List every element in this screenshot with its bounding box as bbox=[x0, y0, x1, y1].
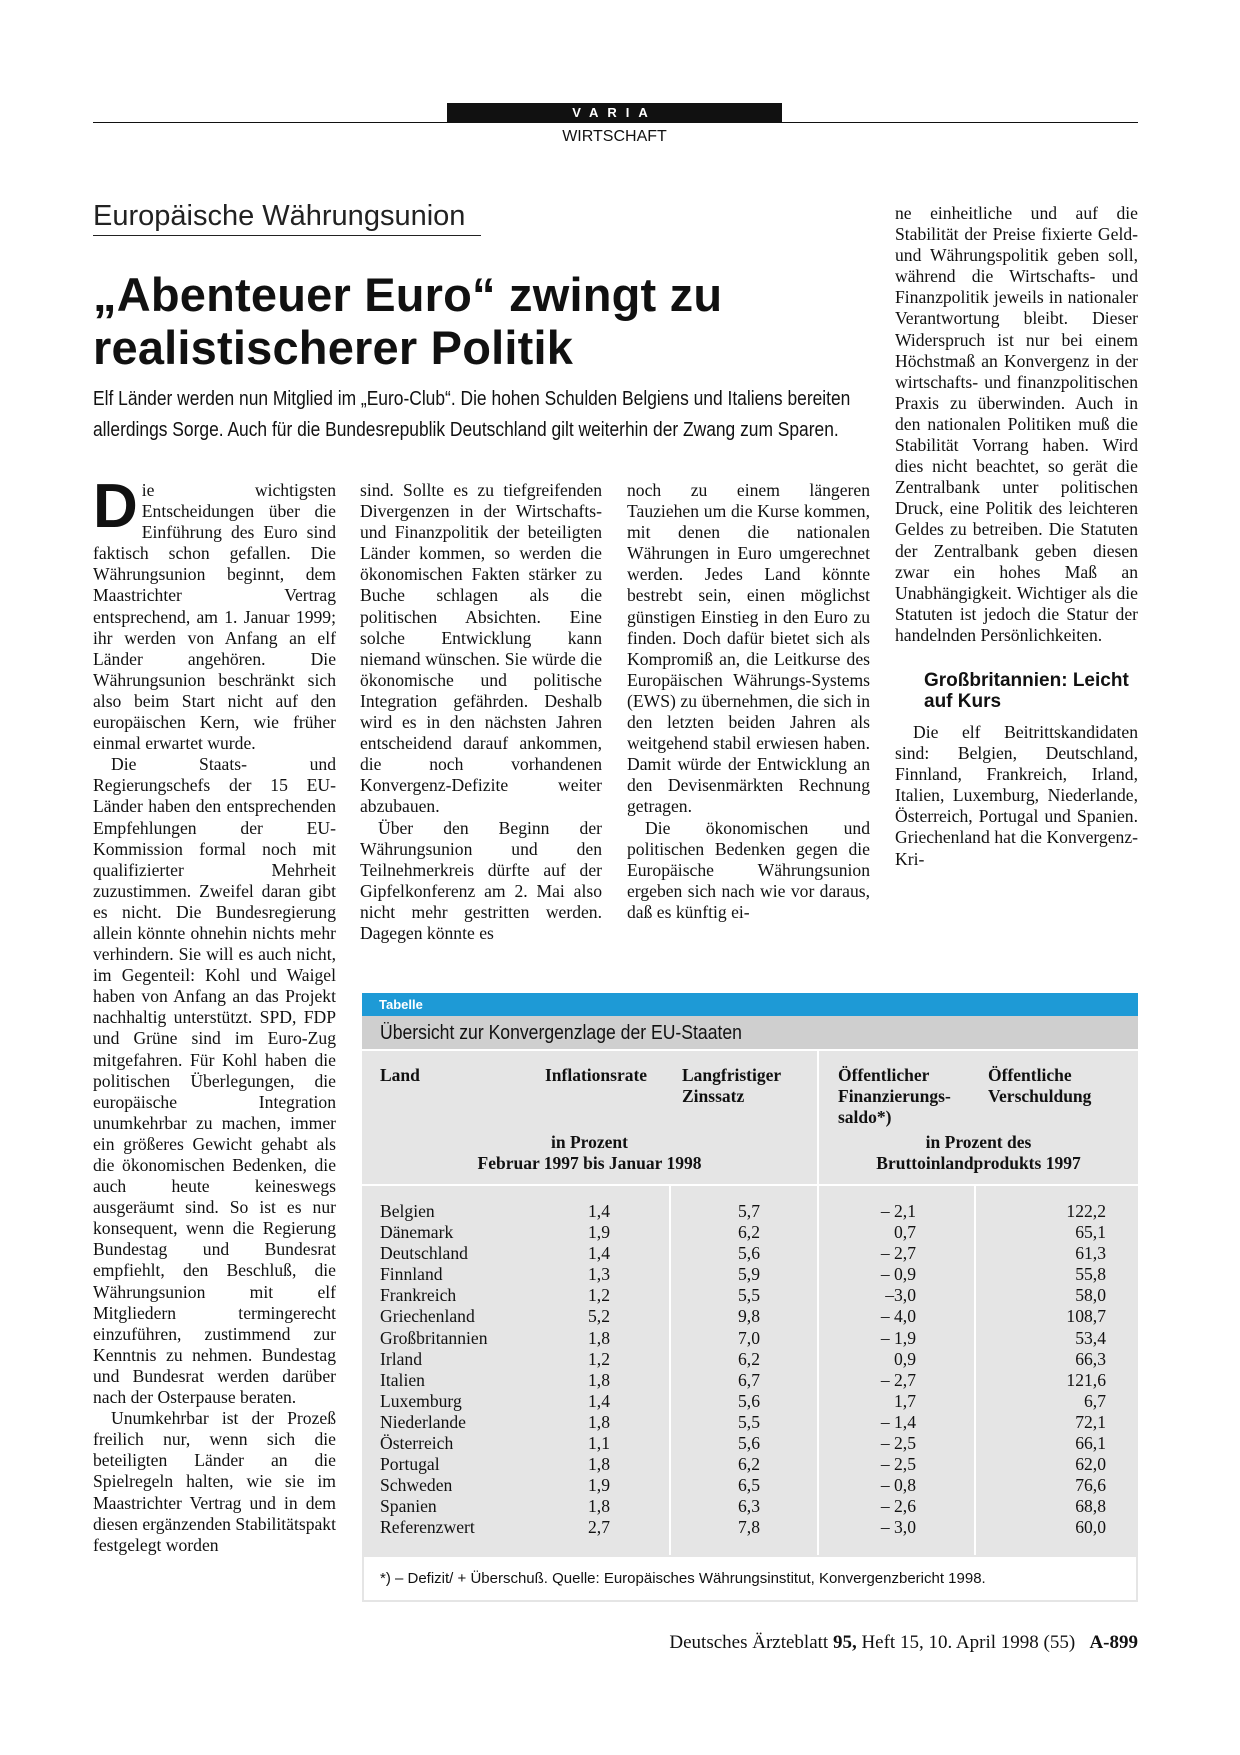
cell-verschuldung: 65,1 bbox=[1075, 1222, 1106, 1243]
page-number: A-899 bbox=[1089, 1632, 1138, 1653]
cell-land: Belgien bbox=[380, 1201, 435, 1221]
dropcap: D bbox=[93, 472, 138, 541]
cell-zinssatz: 5,6 bbox=[738, 1433, 760, 1454]
cell-land: Schweden bbox=[380, 1475, 453, 1496]
cell-zinssatz: 5,5 bbox=[738, 1411, 760, 1432]
cell-zinssatz: 5,5 bbox=[738, 1285, 760, 1306]
cell-verschuldung: 62,0 bbox=[1075, 1454, 1106, 1475]
cell-finanzierungssaldo: –3,0 bbox=[885, 1285, 916, 1306]
header-rule bbox=[93, 122, 1138, 123]
paragraph: Die Staats- und Regierungschefs der 15 EU-Länder haben den entsprechenden Empfehlungen der EU-Kommission formal noch mit qualifizierter Mehrheit zuzustimmen. Zweifel daran gibt es nicht. Die Bundesregierung allein könnte ohnehin nichts mehr verhindern. Sie will es auch nicht, im Gegenteil: Kohl und Waigel haben von Anfang an das Projekt nachhaltig unterstützt. SPD, FDP und Grüne sind im Euro-Zug mitgefahren. Für Kohl haben die politischen Überlegungen, die europäische Integration unumkehrbar zu machen, immer ein größeres Gewicht gehabt als die ökonomischen Bedenken, die auch heute keineswegs ausgeräumt sind. So ist es nur konsequent, wenn die Regierung Bundestag und Bundesrat empfiehlt, den Beschluß, die Währungsunion mit elf Mitgliedern termingerecht einzuführen, zustimmend zur Kenntnis zu nehmen. Bundestag und Bundesrat werden darüber nach der Osterpause beraten. bbox=[93, 754, 336, 1408]
cell-land: Irland bbox=[380, 1348, 423, 1369]
cell-zinssatz: 5,6 bbox=[738, 1390, 760, 1411]
table-row bbox=[362, 1496, 1138, 1517]
cell-inflation: 1,8 bbox=[588, 1454, 610, 1475]
table-title: Übersicht zur Konvergenzlage der EU-Staaten bbox=[362, 1016, 1138, 1051]
cell-land: Österreich bbox=[380, 1433, 454, 1454]
column-header-vers-2: Verschuldung bbox=[988, 1086, 1092, 1106]
cell-finanzierungssaldo: 0,9 bbox=[894, 1348, 916, 1369]
cell-inflation: 1,8 bbox=[588, 1369, 610, 1390]
cell-zinssatz: 6,2 bbox=[738, 1454, 760, 1475]
table-row bbox=[362, 1391, 1138, 1412]
cell-finanzierungssaldo: – 0,8 bbox=[880, 1475, 916, 1496]
table-footnote: *) – Defizit/ + Überschuß. Quelle: Europäisches Währungsinstitut, Konvergenzbericht 1998. bbox=[362, 1555, 1138, 1602]
cell-land: Frankreich bbox=[380, 1285, 457, 1306]
cell-verschuldung: 121,6 bbox=[1066, 1369, 1106, 1390]
journal-name: Deutsches Ärzteblatt bbox=[669, 1632, 829, 1653]
cell-land: Deutschland bbox=[380, 1243, 468, 1264]
cell-zinssatz: 9,8 bbox=[738, 1306, 760, 1327]
unit-right-2: Bruttoinlandprodukts 1997 bbox=[876, 1153, 1081, 1173]
cell-zinssatz: 5,7 bbox=[738, 1201, 760, 1221]
cell-inflation: 1,9 bbox=[588, 1475, 610, 1496]
cell-land: Spanien bbox=[380, 1496, 437, 1517]
cell-finanzierungssaldo: – 1,9 bbox=[880, 1327, 916, 1348]
cell-land: Großbritannien bbox=[380, 1327, 488, 1348]
cell-land: Portugal bbox=[380, 1454, 440, 1475]
paragraph: Die elf Beitrittskandidaten sind: Belgien, Deutschland, Finnland, Frankreich, Irland, Italien, Luxemburg, Niederlande, Österreich, Portugal und Spanien. Griechenland hat die Konvergenz-Kri- bbox=[895, 721, 1138, 869]
subsection-label: WIRTSCHAFT bbox=[562, 128, 667, 145]
journal-issue: Heft 15, 10. April 1998 (55) bbox=[861, 1632, 1076, 1653]
cell-verschuldung: 122,2 bbox=[1066, 1201, 1106, 1221]
unit-left-1: in Prozent bbox=[551, 1132, 628, 1152]
table-row bbox=[362, 1285, 1138, 1306]
cell-finanzierungssaldo: – 4,0 bbox=[880, 1306, 916, 1327]
section-label: VARIA bbox=[447, 103, 782, 123]
table-row bbox=[362, 1412, 1138, 1433]
column-header-fin-1: Öffentlicher bbox=[838, 1065, 930, 1085]
cell-finanzierungssaldo: – 2,5 bbox=[880, 1433, 916, 1454]
column-header-zins-1: Langfristiger bbox=[682, 1065, 782, 1085]
cell-land: Italien bbox=[380, 1369, 425, 1390]
cell-inflation: 1,8 bbox=[588, 1496, 610, 1517]
cell-finanzierungssaldo: – 2,7 bbox=[880, 1243, 916, 1264]
cell-land: Referenzwert bbox=[380, 1517, 475, 1538]
article-lead: Elf Länder werden nun Mitglied im „Euro-Club“. Die hohen Schulden Belgiens und Italiens bereiten allerdings Sorge. Auch für die Bundesrepublik Deutschland gilt weiterhin der Zwang zum Sparen. bbox=[93, 388, 851, 441]
cell-verschuldung: 108,7 bbox=[1066, 1306, 1106, 1327]
text-column-3 bbox=[627, 480, 870, 923]
table-row bbox=[362, 1243, 1138, 1264]
cell-inflation: 1,4 bbox=[588, 1243, 610, 1264]
table-row bbox=[362, 1517, 1138, 1538]
convergence-table bbox=[362, 993, 1138, 1602]
cell-finanzierungssaldo: – 1,4 bbox=[880, 1411, 916, 1432]
column-header-zins-2: Zinssatz bbox=[682, 1086, 745, 1106]
text-column-2 bbox=[360, 480, 602, 944]
paragraph bbox=[93, 472, 336, 754]
text-column-4 bbox=[895, 203, 1138, 870]
cell-land: Griechenland bbox=[380, 1306, 475, 1327]
column-header-land: Land bbox=[380, 1065, 420, 1085]
cell-verschuldung: 58,0 bbox=[1075, 1285, 1106, 1306]
cell-inflation: 1,8 bbox=[588, 1327, 610, 1348]
paragraph: ne einheitliche und auf die Stabilität der Preise fixierte Geld- und Währungspolitik geben soll, während die Wirtschafts- und Finanzpolitik jeweils in nationaler Verantwortung bleibt. Dieser Widerspruch ist nur bei einem Höchstmaß an Konvergenz in der wirtschafts- und finanzpolitischen Praxis zu überwinden. Auch in den nationalen Politiken muß die Stabilität Vorrang haben. Wird dies nicht beachtet, so gerät die Zentralbank unter politischen Druck, eine Politik des leichteren Geldes zu betreiben. Die Statuten der Zentralbank geben diesen zwar ein hohes Maß an Unabhängigkeit. Wichtiger als die Statuten ist jedoch die Statur der handelnden Persönlichkeiten. bbox=[895, 203, 1138, 645]
table-row bbox=[362, 1264, 1138, 1285]
unit-right-1: in Prozent des bbox=[925, 1132, 1032, 1152]
table-row bbox=[362, 1222, 1138, 1243]
cell-inflation: 1,4 bbox=[588, 1201, 610, 1221]
cell-inflation: 1,9 bbox=[588, 1222, 610, 1243]
cell-verschuldung: 66,1 bbox=[1075, 1433, 1106, 1454]
cell-zinssatz: 6,5 bbox=[738, 1475, 760, 1496]
paragraph: Über den Beginn der Währungsunion und den Teilnehmerkreis dürfte auf der Gipfelkonferenz am 2. Mai also nicht mehr gestritten werden. Dagegen könnte es bbox=[360, 817, 602, 943]
column-header-inflation: Inflationsrate bbox=[545, 1065, 648, 1085]
cell-finanzierungssaldo: 0,7 bbox=[894, 1222, 916, 1243]
cell-verschuldung: 68,8 bbox=[1075, 1496, 1106, 1517]
cell-verschuldung: 60,0 bbox=[1075, 1517, 1106, 1538]
cell-inflation: 2,7 bbox=[588, 1517, 610, 1538]
column-header-fin-3: saldo*) bbox=[838, 1107, 892, 1127]
article-headline: „Abenteuer Euro“ zwingt zu realistischerer Politik bbox=[93, 268, 723, 374]
paragraph: Die ökonomischen und politischen Bedenken gegen die Europäische Währungsunion ergeben sich nach wie vor daraus, daß es künftig ei- bbox=[627, 817, 870, 922]
cell-finanzierungssaldo: – 0,9 bbox=[880, 1264, 916, 1285]
table-row bbox=[362, 1433, 1138, 1454]
page-footer bbox=[669, 1632, 1138, 1654]
column-header-vers-1: Öffentliche bbox=[988, 1065, 1072, 1085]
cell-finanzierungssaldo: – 2,1 bbox=[880, 1201, 916, 1221]
paragraph: Unumkehrbar ist der Prozeß freilich nur, wenn sich die beteiligten Länder an die Spielregeln halten, wie sie im Maastrichter Vertrag und in dem diesen ergänzenden Stabilitätspakt festgelegt worden bbox=[93, 1408, 336, 1555]
paragraph: sind. Sollte es zu tiefgreifenden Divergenzen in der Wirtschafts- und Finanzpolitik der beteiligten Länder kommen, so werden die ökonomischen Fakten stärker zu Buche schlagen als die politischen Absichten. Eine solche Entwicklung kann niemand wünschen. Sie würde die ökonomische und politische Integration gefährden. Deshalb wird es in den nächsten Jahren entscheidend darauf ankommen, die noch vorhandenen Konvergenz-Defizite weiter abzubauen. bbox=[360, 480, 602, 817]
cell-finanzierungssaldo: – 3,0 bbox=[880, 1517, 916, 1538]
cell-inflation: 1,4 bbox=[588, 1390, 610, 1411]
cell-verschuldung: 6,7 bbox=[1084, 1390, 1106, 1411]
cell-finanzierungssaldo: – 2,6 bbox=[880, 1496, 916, 1517]
header-divider bbox=[362, 1184, 1138, 1186]
cell-zinssatz: 7,8 bbox=[738, 1517, 760, 1538]
paragraph: noch zu einem längeren Tauziehen um die Kurse kommen, mit denen die nationalen Währungen in Euro umgerechnet werden. Jedes Land könnte bestrebt sein, einen möglichst günstigen Einstieg in den Euro zu finden. Doch dafür bietet sich als Kompromiß an, die Leitkurse des Europäischen Währungs-Systems (EWS) zu übernehmen, die sich in den letzten beiden Jahren als weitgehend stabil erwiesen haben. Damit würde der Entwicklung an den Devisenmärkten Rechnung getragen. bbox=[627, 480, 870, 817]
cell-inflation: 1,3 bbox=[588, 1264, 610, 1285]
cell-inflation: 1,1 bbox=[588, 1433, 610, 1454]
table-row bbox=[362, 1328, 1138, 1349]
cell-verschuldung: 72,1 bbox=[1075, 1411, 1106, 1432]
table-row bbox=[362, 1370, 1138, 1391]
cell-land: Finnland bbox=[380, 1264, 443, 1285]
cell-zinssatz: 6,2 bbox=[738, 1348, 760, 1369]
cell-verschuldung: 53,4 bbox=[1075, 1327, 1106, 1348]
journal-volume: 95, bbox=[832, 1632, 857, 1653]
cell-verschuldung: 76,6 bbox=[1075, 1475, 1106, 1496]
table-row bbox=[362, 1454, 1138, 1475]
cell-verschuldung: 55,8 bbox=[1075, 1264, 1106, 1285]
column-header-fin-2: Finanzierungs- bbox=[838, 1086, 951, 1106]
cell-finanzierungssaldo: 1,7 bbox=[894, 1390, 916, 1411]
cell-verschuldung: 66,3 bbox=[1075, 1348, 1106, 1369]
cell-inflation: 1,2 bbox=[588, 1348, 610, 1369]
cell-zinssatz: 6,7 bbox=[738, 1369, 760, 1390]
cell-zinssatz: 5,9 bbox=[738, 1264, 760, 1285]
cell-verschuldung: 61,3 bbox=[1075, 1243, 1106, 1264]
text-column-1 bbox=[93, 472, 336, 1556]
cell-inflation: 5,2 bbox=[588, 1306, 610, 1327]
cell-land: Luxemburg bbox=[380, 1390, 462, 1411]
cell-zinssatz: 5,6 bbox=[738, 1243, 760, 1264]
cell-land: Dänemark bbox=[380, 1222, 454, 1243]
cell-inflation: 1,8 bbox=[588, 1411, 610, 1432]
table-row bbox=[362, 1349, 1138, 1370]
cell-zinssatz: 6,2 bbox=[738, 1222, 760, 1243]
cell-finanzierungssaldo: – 2,5 bbox=[880, 1454, 916, 1475]
table-row bbox=[362, 1475, 1138, 1496]
paragraph-text: ie wichtigsten Entscheidungen über die Einführung des Euro sind faktisch schon gefallen. Die Währungsunion beginnt, dem Maastrichter Vertrag entsprechend, am 1. Januar 1999; ihr werden von Anfang an elf Länder angehören. Die Währungsunion beschränkt sich also beim Start nicht auf den europäischen Kern, wie früher einmal erwartet wurde. bbox=[93, 480, 336, 754]
table-row bbox=[362, 1201, 1138, 1222]
table-row bbox=[362, 1306, 1138, 1327]
table-body bbox=[362, 1201, 1138, 1539]
table-label: Tabelle bbox=[362, 993, 1138, 1016]
article-kicker: Europäische Währungsunion bbox=[93, 200, 481, 236]
cell-land: Niederlande bbox=[380, 1411, 466, 1432]
unit-left-2: Februar 1997 bis Januar 1998 bbox=[477, 1153, 702, 1173]
cell-finanzierungssaldo: – 2,7 bbox=[880, 1369, 916, 1390]
cell-zinssatz: 6,3 bbox=[738, 1496, 760, 1517]
cell-inflation: 1,2 bbox=[588, 1285, 610, 1306]
cell-zinssatz: 7,0 bbox=[738, 1327, 760, 1348]
section-subhead: Großbritannien: Leicht auf Kurs bbox=[924, 669, 1129, 712]
